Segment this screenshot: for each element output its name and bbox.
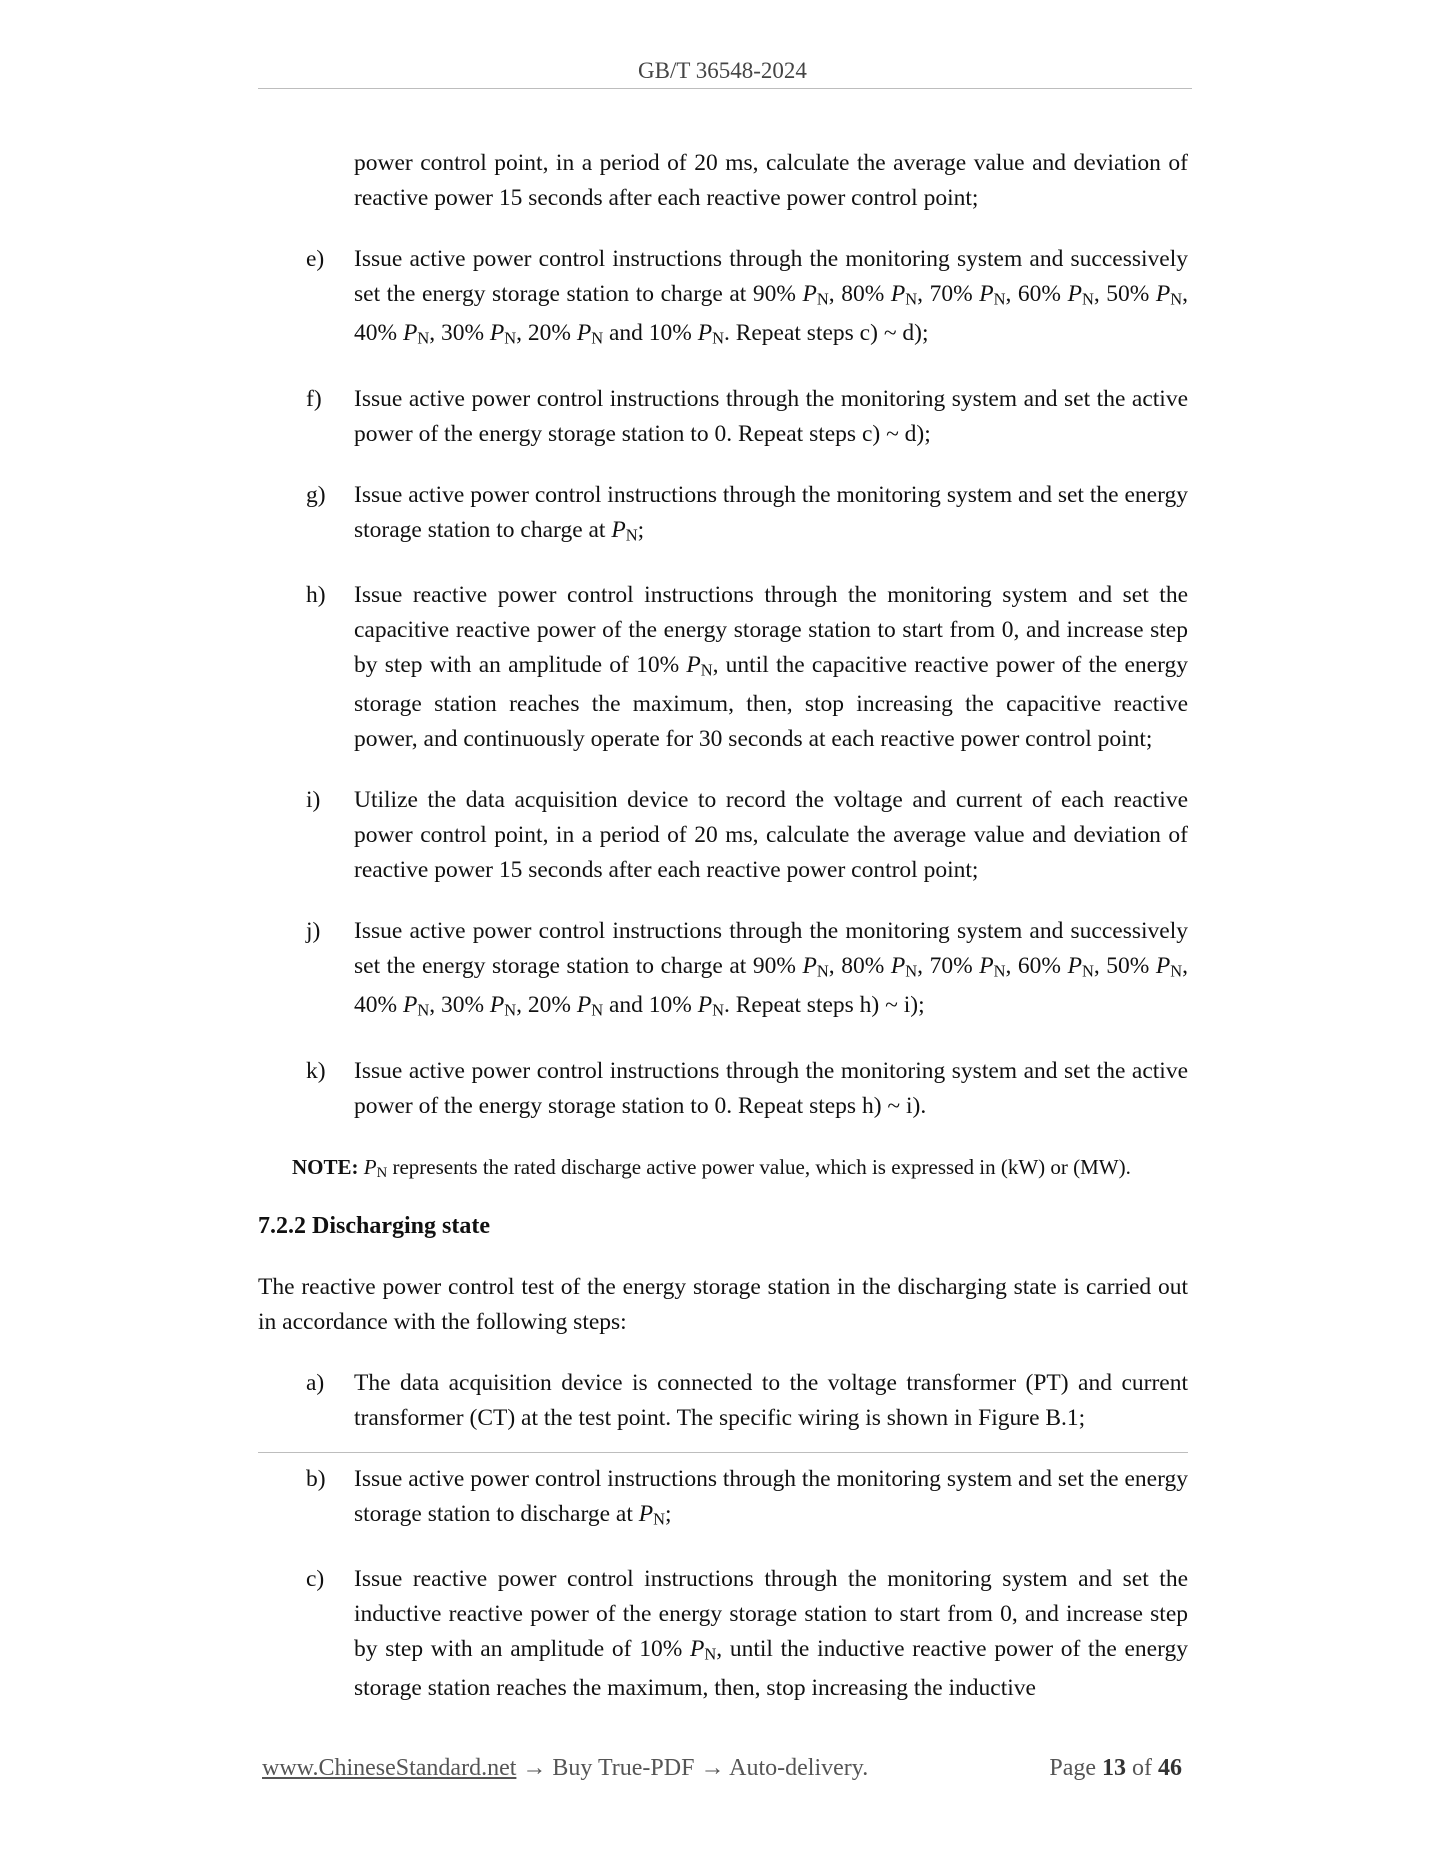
arrow-icon: →: [700, 1755, 725, 1781]
list-item-label: j): [306, 918, 321, 945]
list-item: [258, 1054, 1188, 1124]
list-item: [258, 1366, 1188, 1436]
header-divider: [258, 88, 1192, 89]
list-item-label: e): [306, 246, 325, 272]
note: [258, 1150, 1188, 1191]
note-text: $P_N$ represents the rated discharge active power value, which is expressed in (kW) or (MW).: [363, 1154, 1131, 1181]
list-item: [258, 914, 1188, 1028]
list-item: [258, 1562, 1188, 1706]
step-list-charging: [258, 242, 1188, 1124]
list-item-label: h): [306, 581, 326, 608]
page-footer: [262, 1755, 1182, 1791]
list-item-text: Issue reactive power control instructions through the monitoring system and set the inductive reactive power of the energy storage station to start from 0, and increase step by step with an amplitude of 10% $P_N$, until the inductive reactive power of the energy storage station reaches the maximum, then, stop increasing the inductive: [354, 1565, 1189, 1702]
footer-divider: [258, 1452, 1188, 1453]
site-link[interactable]: www.ChineseStandard.net: [262, 1755, 517, 1781]
list-item-text: Issue active power control instructions through the monitoring system and successively set the energy storage station to charge at 90% $P_N$, 80% $P_N$, 70% $P_N$, 60% $P_N$, 50% $P_N$, 40% $P_N$, 30% $P_N$, 20% $P_N$ and 10% $P_N$. Repeat steps c) ~ d);: [354, 246, 1189, 348]
list-item-label: i): [306, 787, 321, 814]
list-item: [258, 1462, 1188, 1536]
list-item: [258, 783, 1188, 888]
list-item-label: c): [306, 1565, 325, 1592]
intro-paragraph: The reactive power control test of the energy storage station in the discharging state is carried out in accordance with the following steps:: [258, 1273, 1188, 1335]
list-item: [258, 578, 1188, 757]
delivery-text: Auto-delivery.: [729, 1755, 869, 1781]
page-total: 46: [1158, 1755, 1182, 1781]
list-item-label: b): [306, 1465, 326, 1492]
list-item-text: Issue active power control instructions through the monitoring system and set the active power of the energy storage station to 0. Repeat steps c) ~ d);: [354, 385, 1188, 447]
list-item: [258, 478, 1188, 552]
list-item: [258, 242, 1188, 356]
list-item-text: Issue active power control instructions through the monitoring system and set the energy storage station to charge at $P_N$;: [354, 481, 1188, 544]
list-item-text: Issue active power control instructions through the monitoring system and set the active power of the energy storage station to 0. Repeat steps h) ~ i).: [354, 1057, 1188, 1119]
list-item-text: Issue active power control instructions through the monitoring system and set the energy storage station to discharge at $P_N$;: [354, 1465, 1188, 1528]
section-heading: 7.2.2 Discharging state: [258, 1212, 490, 1239]
footer-links: [262, 1755, 868, 1782]
list-item-label: f): [306, 385, 322, 412]
list-item-label: a): [306, 1369, 325, 1396]
list-item-label: g): [306, 481, 326, 508]
page-number: 13: [1102, 1755, 1126, 1781]
list-item-text: Utilize the data acquisition device to record the voltage and current of each reactive power control point, in a period of 20 ms, calculate the average value and deviation of reactive power 15 seconds after each reactive power control point;: [354, 787, 1188, 884]
arrow-icon: →: [522, 1755, 547, 1781]
continued-paragraph: power control point, in a period of 20 ms, calculate the average value and deviation of reactive power 15 seconds after each reactive power control point;: [354, 150, 1188, 211]
list-item: [258, 382, 1188, 452]
buy-link[interactable]: Buy True-PDF: [552, 1755, 695, 1781]
list-item-text: The data acquisition device is connected to the voltage transformer (PT) and current transformer (CT) at the test point. The specific wiring is shown in Figure B.1;: [354, 1369, 1188, 1431]
page-indicator: Page 13 of 46: [1049, 1755, 1182, 1781]
page-header: GB/T 36548-2024: [638, 58, 807, 83]
list-item-text: Issue active power control instructions through the monitoring system and successively set the energy storage station to charge at 90% $P_N$, 80% $P_N$, 70% $P_N$, 60% $P_N$, 50% $P_N$, 40% $P_N$, 30% $P_N$, 20% $P_N$ and 10% $P_N$. Repeat steps h) ~ i);: [354, 918, 1189, 1020]
note-label: NOTE:: [292, 1154, 359, 1179]
list-item-label: k): [306, 1057, 326, 1084]
page-content: [258, 146, 1188, 1706]
step-list-discharging: [258, 1366, 1188, 1707]
list-item-text: Issue reactive power control instructions through the monitoring system and set the capacitive reactive power of the energy storage station to start from 0, and increase step by step with an amplitude of 10% $P_N$, until the capacitive reactive power of the energy storage station reaches the maximum, then, stop increasing the capacitive reactive power, and continuously operate for 30 seconds at each reactive power control point;: [354, 581, 1188, 753]
